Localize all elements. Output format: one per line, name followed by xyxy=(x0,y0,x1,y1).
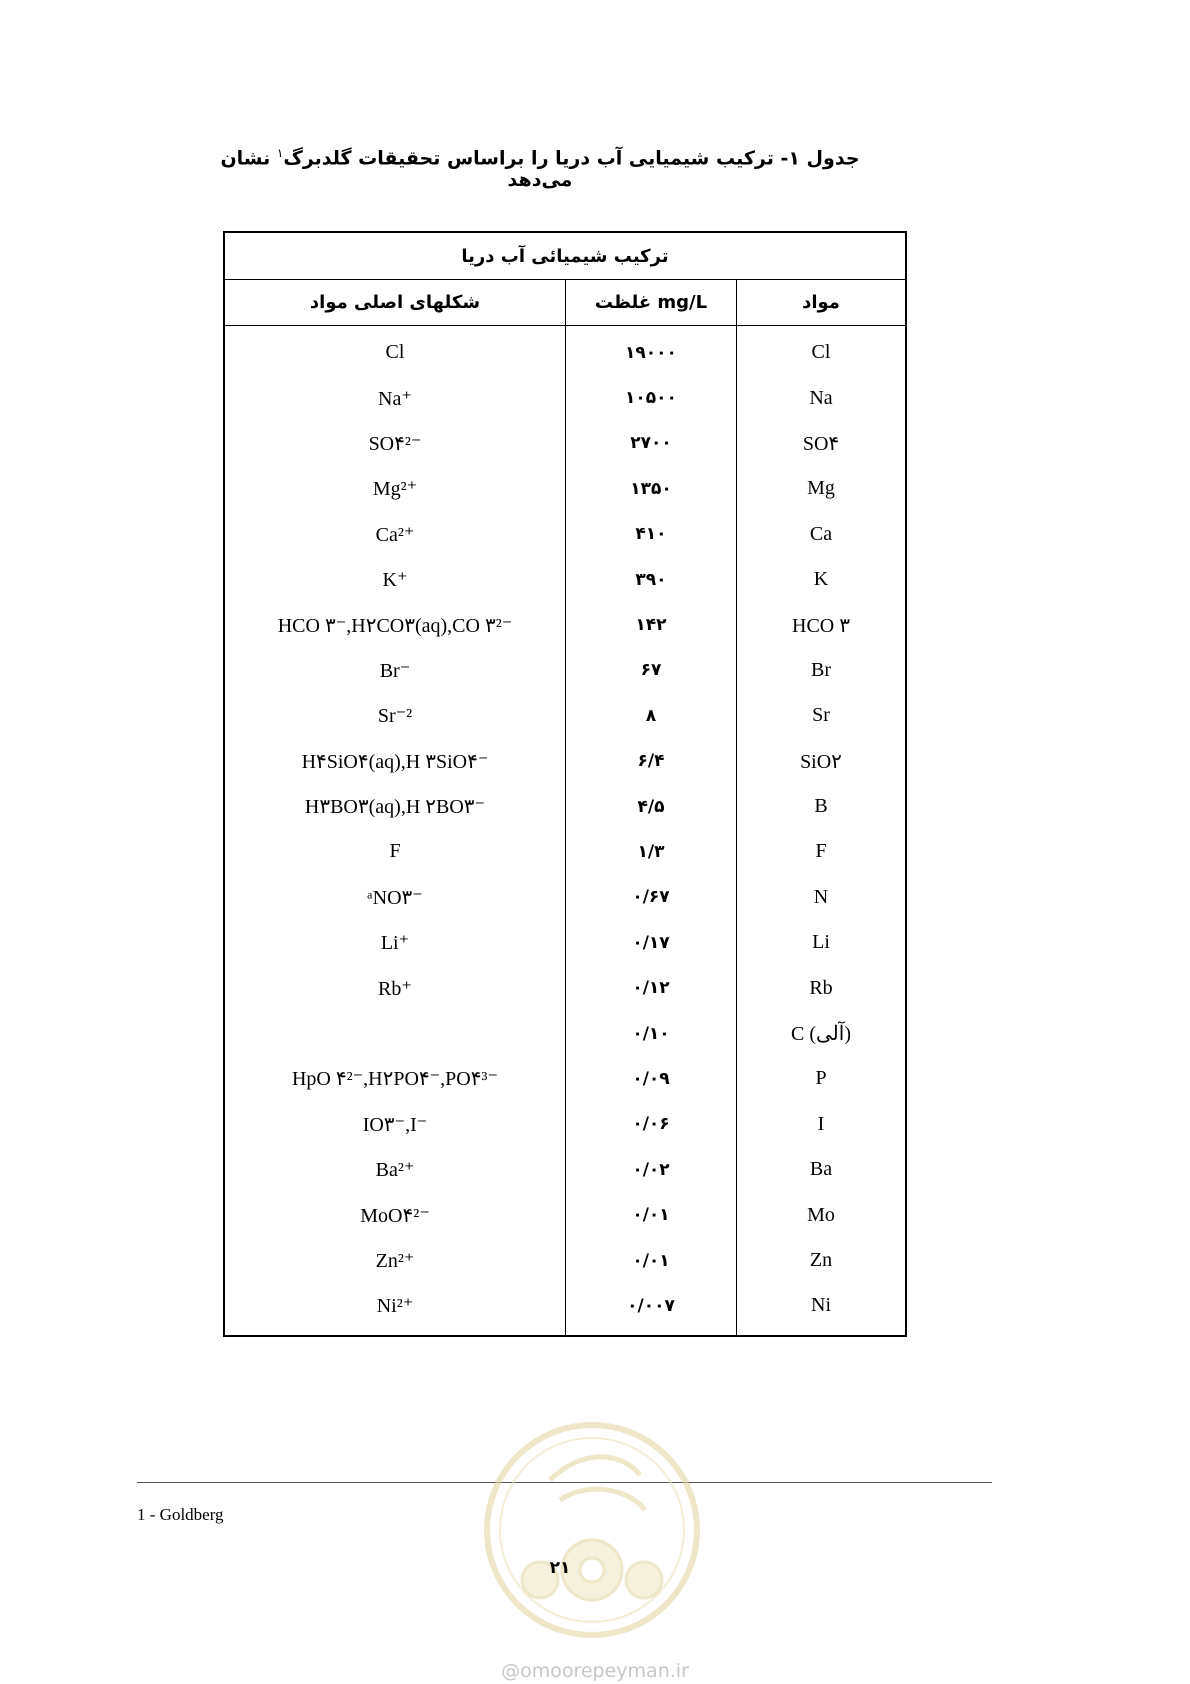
cell-concentration: ۴۱۰ xyxy=(566,512,737,557)
cell-forms: K⁺ xyxy=(382,569,408,592)
header-material: مواد xyxy=(737,280,907,326)
table-row xyxy=(224,375,906,420)
cell-material: Sr xyxy=(812,704,830,727)
cell-concentration: ۰/۰۱ xyxy=(566,1192,737,1237)
table-header-row xyxy=(224,280,906,326)
cell-forms: Ba²⁺ xyxy=(375,1159,415,1182)
cell-forms: H۳BO۳(aq),H ۲BO۳⁻ xyxy=(304,796,486,819)
table-row xyxy=(224,326,906,376)
table-caption xyxy=(200,146,880,191)
page-number: ۲۱ xyxy=(549,1558,571,1578)
cell-concentration: ۰/۰۱ xyxy=(566,1238,737,1283)
cell-forms: Rb⁺ xyxy=(378,977,412,1000)
table-row xyxy=(224,829,906,874)
header-concentration: غلظت mg/L xyxy=(566,280,737,326)
cell-forms: HCO ۳⁻,H۲CO۳(aq),CO ۳²⁻ xyxy=(277,614,513,637)
table-row xyxy=(224,648,906,693)
table-row xyxy=(224,920,906,965)
cell-concentration: ۶۷ xyxy=(566,648,737,693)
table-row xyxy=(224,739,906,784)
cell-material: SO۴ xyxy=(802,432,840,455)
cell-material: P xyxy=(815,1067,827,1090)
cell-material: I xyxy=(817,1112,825,1135)
cell-concentration: ۱۴۲ xyxy=(566,602,737,647)
watermark-site: @omoorepeyman.ir xyxy=(501,1660,689,1682)
cell-material: Ba xyxy=(809,1158,833,1181)
cell-material: Br xyxy=(811,658,831,681)
cell-material: Ni xyxy=(811,1294,831,1317)
cell-material: Mg xyxy=(807,477,835,500)
cell-concentration: ۰/۰۹ xyxy=(566,1056,737,1101)
cell-concentration: ۱/۳ xyxy=(566,829,737,874)
table-row xyxy=(224,466,906,511)
cell-forms: Li⁺ xyxy=(380,932,410,955)
cell-material: Ca xyxy=(809,522,833,545)
watermark-logo xyxy=(480,1420,705,1640)
table-row xyxy=(224,1238,906,1283)
cell-material: N xyxy=(813,885,829,908)
cell-material: F xyxy=(815,840,827,863)
cell-concentration: ۱۰۵۰۰ xyxy=(566,375,737,420)
table-row xyxy=(224,1192,906,1237)
cell-concentration: ۰/۰۶ xyxy=(566,1102,737,1147)
cell-concentration: ۰/۱۷ xyxy=(566,920,737,965)
cell-concentration: ۴/۵ xyxy=(566,784,737,829)
cell-forms: ᵃNO۳⁻ xyxy=(367,886,423,909)
cell-forms: Br⁻ xyxy=(379,659,411,682)
header-forms: شکلهای اصلی مواد xyxy=(224,280,566,326)
cell-concentration: ۶/۴ xyxy=(566,739,737,784)
cell-material: Zn xyxy=(809,1249,833,1271)
cell-concentration: ۱۹۰۰۰ xyxy=(566,326,737,376)
cell-forms: IO۳⁻,I⁻ xyxy=(362,1113,428,1136)
cell-forms: Sr⁻² xyxy=(377,705,413,728)
table-row xyxy=(224,784,906,829)
cell-material: HCO ۳ xyxy=(792,614,850,637)
footnote: 1 - Goldberg xyxy=(137,1505,224,1524)
table-row xyxy=(224,1011,906,1056)
cell-forms: Mg²⁺ xyxy=(372,478,418,501)
seawater-composition-table xyxy=(223,231,907,1337)
table-row xyxy=(224,512,906,557)
cell-forms: Zn²⁺ xyxy=(375,1250,415,1272)
caption-tail: نشان می‌دهد xyxy=(220,147,573,192)
cell-forms: Cl xyxy=(385,341,405,364)
table-row xyxy=(224,421,906,466)
cell-material: SiO۲ xyxy=(800,750,842,773)
table-row xyxy=(224,1283,906,1335)
cell-forms: Na⁺ xyxy=(378,387,412,410)
cell-concentration: ۸ xyxy=(566,693,737,738)
cell-forms xyxy=(224,1011,566,1056)
cell-material: B xyxy=(814,795,828,818)
cell-forms: H۴SiO۴(aq),H ۳SiO۴⁻ xyxy=(301,750,489,773)
cell-material: Cl xyxy=(811,341,831,364)
cell-concentration: ۰/۰۲ xyxy=(566,1147,737,1192)
cell-material: Li xyxy=(812,931,830,954)
cell-concentration: ۳۹۰ xyxy=(566,557,737,602)
cell-concentration: ۲۷۰۰ xyxy=(566,421,737,466)
table-row xyxy=(224,557,906,602)
cell-forms: Ca²⁺ xyxy=(375,523,415,546)
cell-concentration: ۰/۰۰۷ xyxy=(566,1283,737,1335)
table-row xyxy=(224,965,906,1010)
table-row xyxy=(224,602,906,647)
cell-material: K xyxy=(813,568,829,591)
cell-forms: F xyxy=(389,840,401,863)
footnote-ref: ۱ xyxy=(276,146,284,160)
table-row xyxy=(224,1056,906,1101)
table-row xyxy=(224,693,906,738)
cell-concentration: ۰/۱۰ xyxy=(566,1011,737,1056)
cell-concentration: ۰/۱۲ xyxy=(566,965,737,1010)
cell-forms: MoO۴²⁻ xyxy=(360,1204,430,1227)
table-row xyxy=(224,1102,906,1147)
table-title: ترکیب شیمیائی آب دریا xyxy=(224,232,906,280)
cell-forms: SO۴²⁻ xyxy=(368,432,422,455)
cell-concentration: ۱۳۵۰ xyxy=(566,466,737,511)
cell-material: Mo xyxy=(807,1203,835,1226)
cell-forms: HpO ۴²⁻,H۲PO۴⁻,PO۴³⁻ xyxy=(291,1068,499,1091)
table-body xyxy=(224,326,906,1336)
cell-forms: Ni²⁺ xyxy=(376,1295,414,1318)
caption-text: جدول ۱- ترکیب شیمیایی آب دریا را براساس تحقیقات گلدبرگ xyxy=(283,147,860,170)
table-row xyxy=(224,875,906,920)
cell-material: Rb xyxy=(809,976,833,999)
table-row xyxy=(224,1147,906,1192)
cell-concentration: ۰/۶۷ xyxy=(566,875,737,920)
cell-material: Na xyxy=(809,386,833,409)
cell-material: C (آلی) xyxy=(791,1023,851,1046)
